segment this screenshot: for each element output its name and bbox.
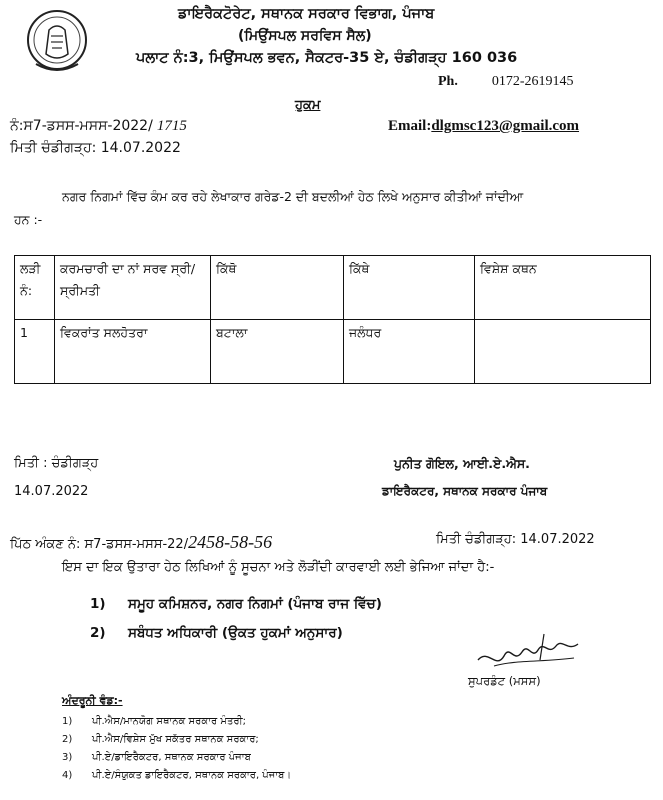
endorsement-prefix: ਪਿੱਠ ਅੰਕਣ ਨੰ: ਸ7-ਡਸਸ-ਮਸਸ-22/	[10, 537, 189, 552]
order-ref-handwritten: 1715	[156, 118, 187, 134]
transfer-table	[14, 255, 651, 384]
header-phone	[438, 74, 574, 90]
list-item-text: ਪੀ.ਏ/ਡਾਇਰੈਕਟਰ, ਸਥਾਨਕ ਸਰਕਾਰ ਪੰਜਾਬ	[92, 752, 251, 763]
punjab-government-emblem-icon	[24, 6, 90, 78]
list-item-number: 3)	[62, 752, 73, 763]
header-to: ਕਿੱਥੇ	[344, 256, 475, 320]
list-item	[62, 734, 462, 748]
header-employee-name: ਕਰਮਚਾਰੀ ਦਾ ਨਾਂ ਸਰਵ ਸ੍ਰੀ/ਸ੍ਰੀਮਤੀ	[55, 256, 211, 320]
signature-date: 14.07.2022	[14, 484, 89, 499]
recipient-number: 2)	[90, 625, 106, 641]
contact-email	[388, 118, 579, 135]
endorsement-handwritten-number: 2458-58-56	[188, 532, 273, 552]
internal-distribution-title: ਅੰਦਰੂਨੀ ਵੰਡ:-	[62, 694, 123, 707]
list-item	[62, 752, 462, 766]
list-item-number: 1)	[62, 716, 73, 727]
header-remarks: ਵਿਸ਼ੇਸ਼ ਕਥਨ	[475, 256, 651, 320]
list-item	[62, 716, 462, 730]
cell-from: ਬਟਾਲਾ	[211, 320, 344, 384]
recipient-item	[90, 596, 382, 612]
header-cell: (ਮਿਉਂਸਪਲ ਸਰਵਿਸ ਸੈਲ)	[238, 28, 372, 44]
recipient-item	[90, 625, 343, 641]
signature-place: ਮਿਤੀ : ਚੰਡੀਗੜ੍ਹ	[14, 456, 99, 471]
cell-employee-name: ਵਿਕਰਾਂਤ ਸਲਹੋਤਰਾ	[55, 320, 211, 384]
order-date: ਮਿਤੀ ਚੰਡੀਗੜ੍ਹ: 14.07.2022	[10, 140, 181, 156]
endorsement-number	[10, 532, 272, 553]
list-item-number: 4)	[62, 770, 73, 781]
order-title: ਹੁਕਮ	[295, 98, 321, 113]
order-intro-line-2: ਹਨ :-	[14, 212, 43, 227]
header-from: ਕਿੱਥੋ	[211, 256, 344, 320]
phone-number: 0172-2619145	[491, 74, 574, 89]
endorsement-date: ਮਿਤੀ ਚੰਡੀਗੜ੍ਹ: 14.07.2022	[436, 532, 595, 547]
header-department: ਡਾਇਰੈਕਟੋਰੇਟ, ਸਥਾਨਕ ਸਰਕਾਰ ਵਿਭਾਗ, ਪੰਜਾਬ	[178, 6, 435, 22]
email-address: dlgmsc123@gmail.com	[431, 118, 580, 134]
handwritten-signature-icon	[474, 630, 584, 678]
list-item-number: 2)	[62, 734, 73, 745]
list-item-text: ਪੀ.ਏ/ਸੰਯੁਕਤ ਡਾਇਰੈਕਟਰ, ਸਥਾਨਕ ਸਰਕਾਰ, ਪੰਜਾਬ।	[92, 770, 292, 781]
recipient-text: ਸਬੰਧਤ ਅਧਿਕਾਰੀ (ਉਕਤ ਹੁਕਮਾਂ ਅਨੁਸਾਰ)	[128, 625, 343, 641]
phone-label: Ph.	[438, 74, 458, 89]
table-header-row	[15, 256, 651, 320]
header-serial: ਲੜੀ ਨੰ:	[15, 256, 55, 320]
signatory-designation: ਡਾਇਰੈਕਟਰ, ਸਥਾਨਕ ਸਰਕਾਰ ਪੰਜਾਬ	[382, 484, 548, 498]
cell-remarks	[475, 320, 651, 384]
order-reference	[10, 118, 187, 135]
recipient-text: ਸਮੂਹ ਕਮਿਸ਼ਨਰ, ਨਗਰ ਨਿਗਮਾਂ (ਪੰਜਾਬ ਰਾਜ ਵਿੱਚ)	[128, 596, 382, 612]
recipient-number: 1)	[90, 596, 106, 612]
table-row	[15, 320, 651, 384]
list-item	[62, 770, 462, 784]
email-label: Email:	[388, 118, 432, 134]
superintendent-designation: ਸੁਪਰਡੰਟ (ਮਸਸ)	[468, 674, 541, 688]
cell-to: ਜਲੰਧਰ	[344, 320, 475, 384]
copy-forward-text: ਇਸ ਦਾ ਇਕ ਉਤਾਰਾ ਹੇਠ ਲਿਖਿਆਂ ਨੂੰ ਸੂਚਨਾ ਅਤੇ ਲੋੜੀਂਦੀ ਕਾਰਵਾਈ ਲਈ ਭੇਜਿਆ ਜਾਂਦਾ ਹੈ:-	[62, 560, 495, 575]
list-item-text: ਪੀ.ਐਸ/ਮਾਨਯੋਗ ਸਥਾਨਕ ਸਰਕਾਰ ਮੰਤਰੀ;	[92, 716, 246, 727]
signatory-name: ਪੁਨੀਤ ਗੋਇਲ, ਆਈ.ਏ.ਐਸ.	[394, 456, 530, 471]
cell-serial: 1	[15, 320, 55, 384]
list-item-text: ਪੀ.ਐਸ/ਵਿਸ਼ੇਸ ਮੁੱਖ ਸਕੱਤਰ ਸਥਾਨਕ ਸਰਕਾਰ;	[92, 734, 259, 745]
order-ref-prefix: ਨੰ:ਸ7-ਡਸਸ-ਮਸਸ-2022/	[10, 118, 153, 134]
order-intro-line-1: ਨਗਰ ਨਿਗਮਾਂ ਵਿੱਚ ਕੰਮ ਕਰ ਰਹੇ ਲੇਖਾਕਾਰ ਗਰੇਡ-2 ਦੀ ਬਦਲੀਆਂ ਹੇਠ ਲਿਖੇ ਅਨੁਸਾਰ ਕੀਤੀਆਂ ਜਾਂਦੀਆ	[62, 189, 524, 204]
header-address: ਪਲਾਟ ਨੰ:3, ਮਿਉਂਸਪਲ ਭਵਨ, ਸੈਕਟਰ-35 ਏ, ਚੰਡੀਗੜ੍ਹ 160 036	[136, 50, 518, 66]
